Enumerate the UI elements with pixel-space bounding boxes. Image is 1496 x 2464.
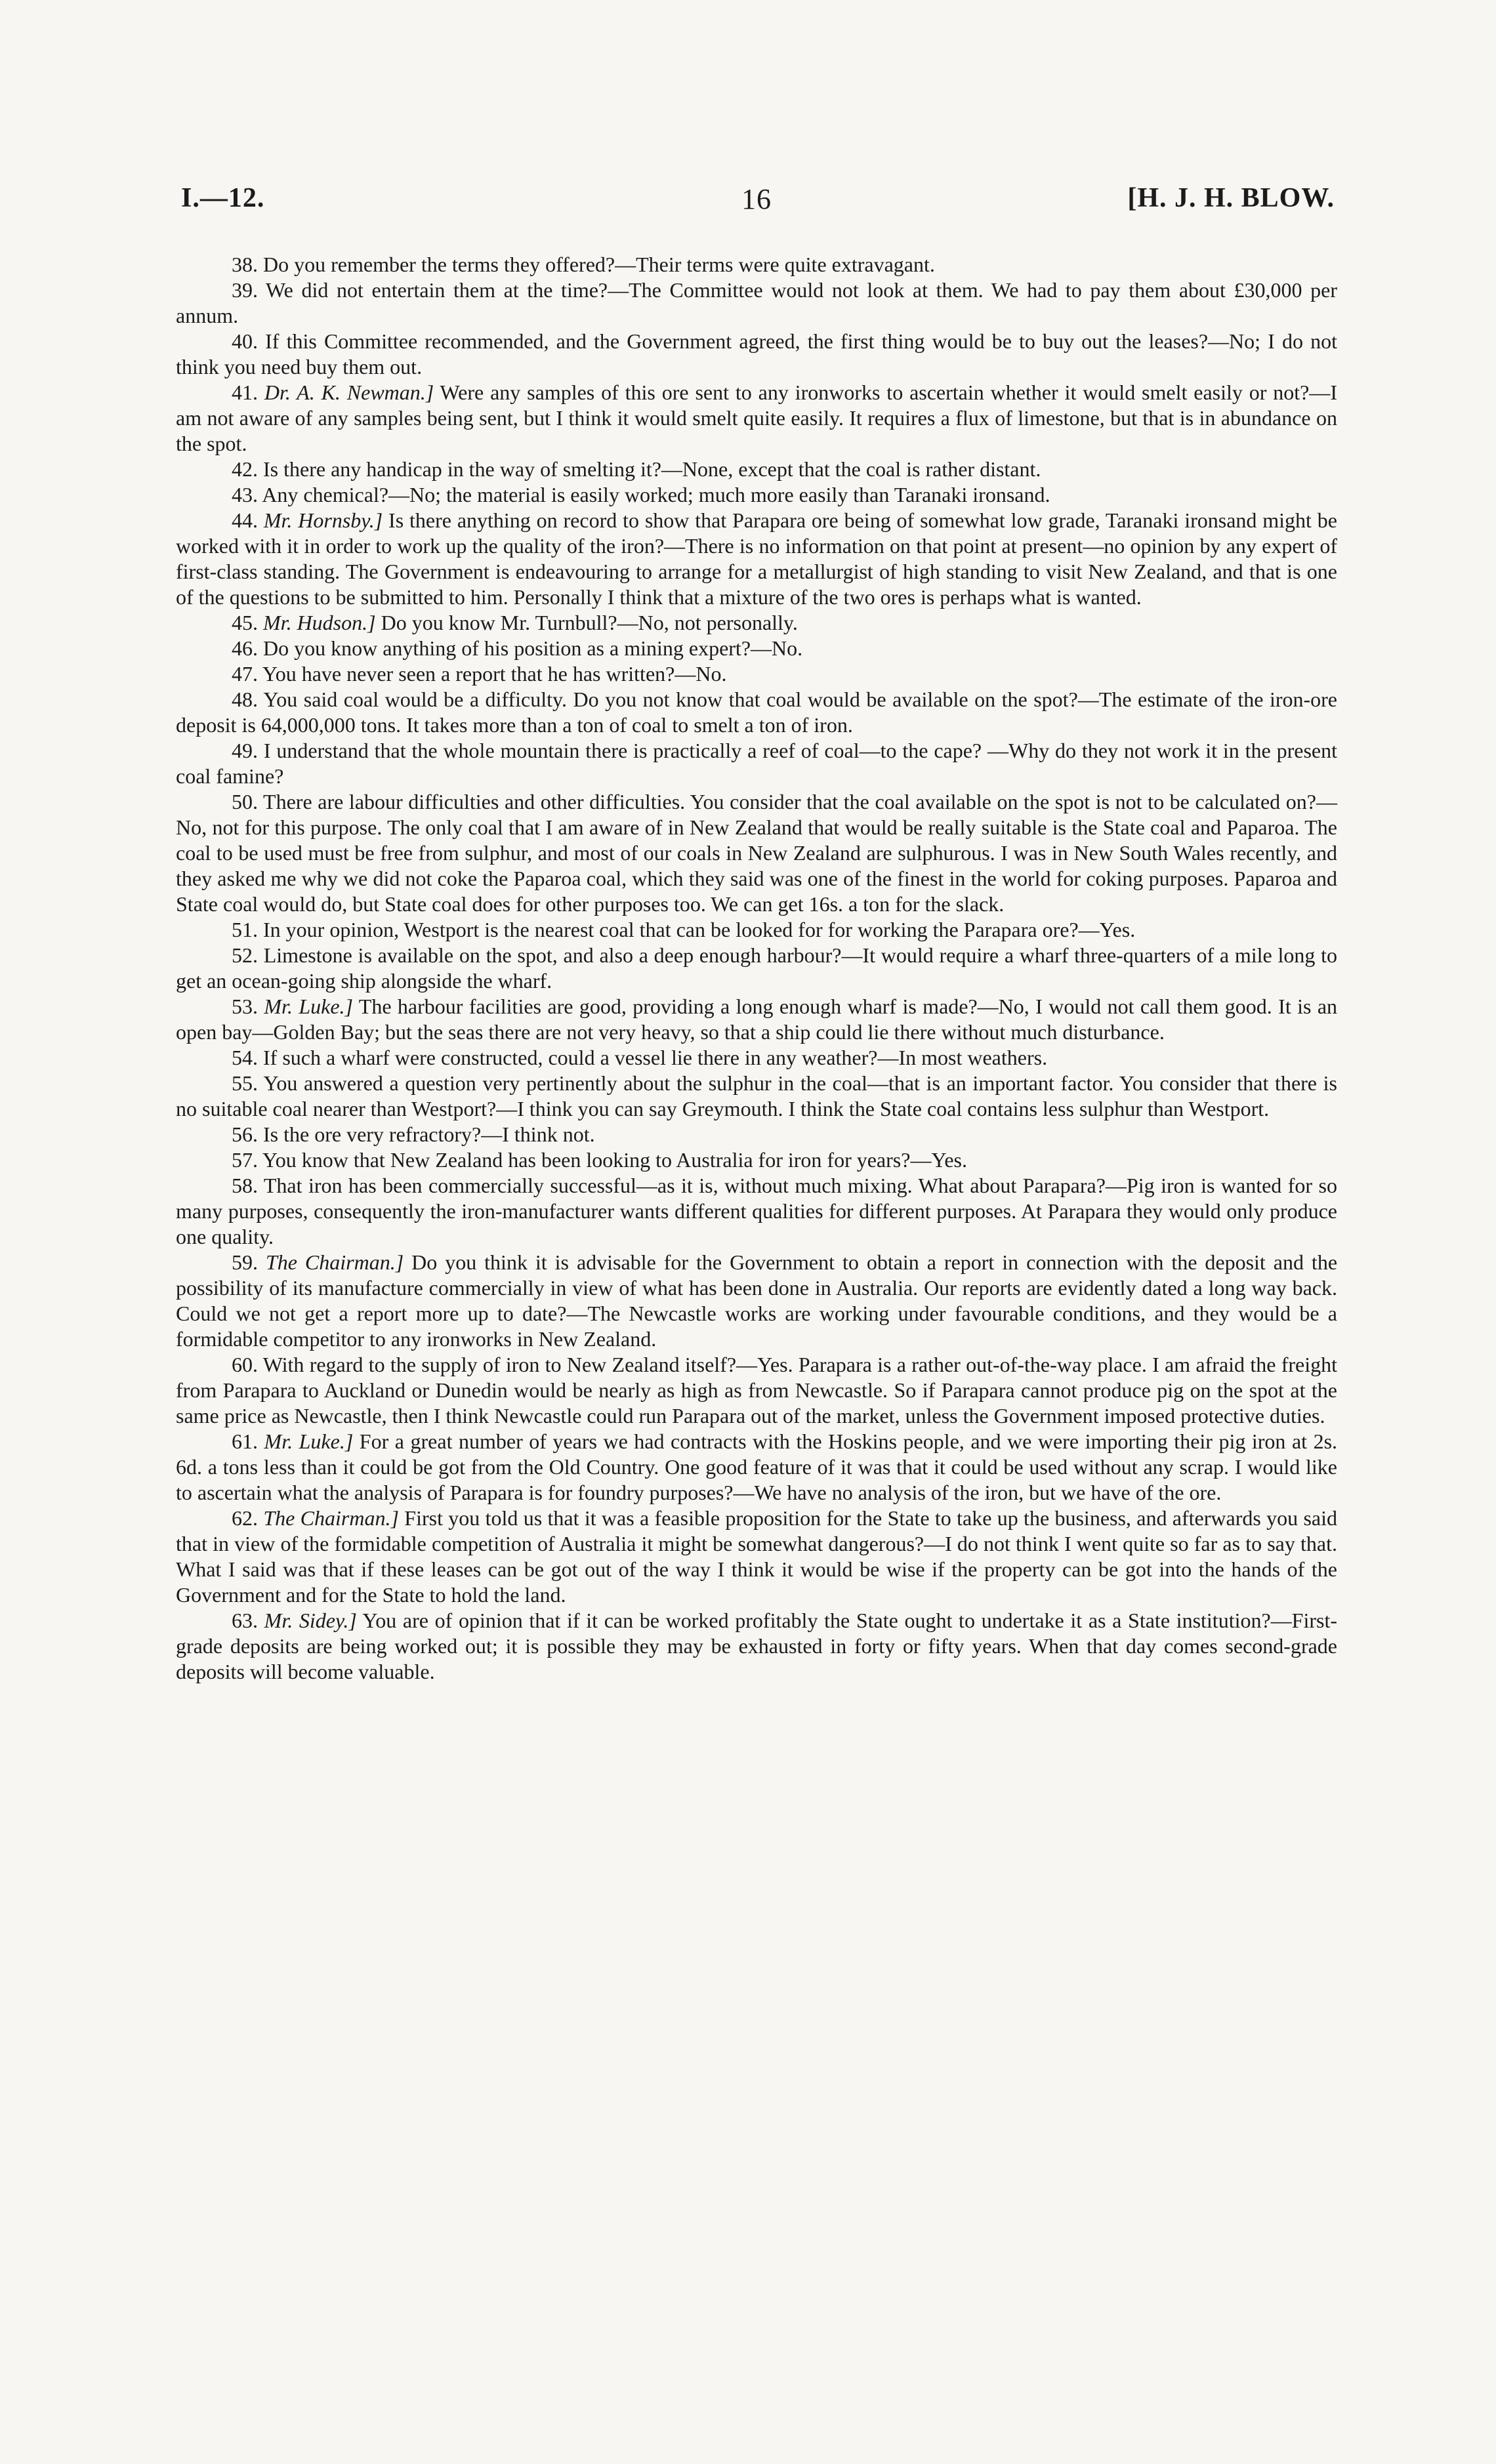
testimony-text: You have never seen a report that he has written?—No. <box>258 662 727 686</box>
testimony-text: Do you know Mr. Turnbull?—No, not personally. <box>375 611 798 634</box>
testimony-text: Is there any handicap in the way of smelting it?—None, except that the coal is rather distant. <box>258 457 1041 481</box>
question-number: 55. <box>232 1071 258 1095</box>
speaker-name: Mr. Luke.] <box>264 995 353 1018</box>
testimony-paragraph <box>176 1250 1337 1352</box>
page-header <box>176 177 1337 223</box>
speaker-name: Dr. A. K. Newman.] <box>264 380 434 404</box>
testimony-text: The harbour facilities are good, providing a long enough wharf is made?—No, I would not call them good. It is an open bay—Golden Bay; but the seas there are not very heavy, so that a ship could lie there without much disturbance. <box>176 995 1338 1044</box>
document-reference: I.—12. <box>181 183 265 213</box>
witness-name: [H. J. H. BLOW. <box>1127 183 1335 213</box>
testimony-text: First you told us that it was a feasible proposition for the State to take up the business, and afterwards you said that in view of the formidable competition of Australia it might be somewhat dangerous?—I do not think I went quite so far as to say that. What I said was that if these leases can be got out of the way I think it would be wise if the property can be got into the hands of the Government and for the State to hold the land. <box>176 1506 1338 1607</box>
testimony-text: Is the ore very refractory?—I think not. <box>258 1122 595 1146</box>
question-number: 39. <box>232 278 258 302</box>
question-number: 50. <box>232 790 258 813</box>
testimony-text: You said coal would be a difficulty. Do you not know that coal would be available on the spot?—The estimate of the iron-ore deposit is 64,000,000 tons. It takes more than a ton of coal to smelt a ton of iron. <box>176 688 1337 737</box>
testimony-paragraph <box>176 687 1337 738</box>
testimony-paragraph <box>176 636 1337 661</box>
speaker-name: Mr. Sidey.] <box>264 1609 357 1632</box>
testimony-paragraph <box>176 329 1337 380</box>
testimony-paragraph <box>176 482 1337 508</box>
testimony-text: Do you think it is advisable for the Government to obtain a report in connection with the deposit and the possibility of its manufacture commercially in view of what has been done in Australia. Our reports are evidently dated a long way back. Could we not get a report more up to date?—The Newcastle works are working under favourable conditions, and they would be a formidable competitor to any ironworks in New Zealand. <box>176 1250 1338 1351</box>
testimony-paragraph <box>176 789 1337 917</box>
testimony-text: Is there anything on record to show that Parapara ore being of somewhat low grade, Taranaki ironsand might be worked with it in order to work up the quality of the iron?—There is no information on that point at present—no opinion by any expert of first-class standing. The Government is endeavouring to arrange for a metallurgist of high standing to visit New Zealand, and that is one of the questions to be submitted to him. Personally I think that a mixture of the two ores is perhaps what is wanted. <box>176 508 1338 609</box>
testimony-text: For a great number of years we had contracts with the Hoskins people, and we were importing their pig iron at 2s. 6d. a tons less than it could be got from the Old Country. One good feature of it was that it could be used without any scrap. I would like to ascertain what the analysis of Parapara is for foundry purposes?—We have no analysis of the iron, but we have of the ore. <box>176 1429 1338 1504</box>
question-number: 62. <box>232 1506 258 1530</box>
question-number: 52. <box>232 943 258 967</box>
testimony-paragraph <box>176 1352 1337 1429</box>
testimony-text: That iron has been commercially successful—as it is, without much mixing. What about Parapara?—Pig iron is wanted for so many purposes, consequently the iron-manufacturer wants different qualities for different purposes. At Parapara they would only produce one quality. <box>176 1174 1337 1248</box>
testimony-text: You know that New Zealand has been looking to Australia for iron for years?—Yes. <box>258 1148 967 1172</box>
speaker-name: Mr. Hudson.] <box>263 611 376 634</box>
testimony-paragraph <box>176 457 1337 482</box>
document-body <box>176 252 1337 1685</box>
document-page <box>176 177 1337 1685</box>
testimony-text: If such a wharf were constructed, could a vessel lie there in any weather?—In most weathers. <box>258 1046 1048 1069</box>
testimony-paragraph <box>176 917 1337 943</box>
speaker-name: Mr. Hornsby.] <box>263 508 383 532</box>
question-number: 44. <box>232 508 258 532</box>
testimony-paragraph <box>176 252 1337 277</box>
testimony-text: We did not entertain them at the time?—The Committee would not look at them. We had to pay them about £30,000 per annum. <box>176 278 1337 327</box>
question-number: 60. <box>232 1353 258 1376</box>
testimony-paragraph <box>176 943 1337 994</box>
testimony-text: I understand that the whole mountain there is practically a reef of coal—to the cape? —Why do they not work it in the present coal famine? <box>176 739 1337 788</box>
testimony-paragraph <box>176 1147 1337 1173</box>
testimony-text: Any chemical?—No; the material is easily worked; much more easily than Taranaki ironsand. <box>258 483 1050 506</box>
question-number: 38. <box>232 253 258 276</box>
testimony-paragraph <box>176 1506 1337 1608</box>
testimony-text: You are of opinion that if it can be worked profitably the State ought to undertake it as a State institution?—First-grade deposits are being worked out; it is possible they may be exhausted in forty or fifty years. When that day comes second-grade deposits will become valuable. <box>176 1609 1338 1683</box>
testimony-text: There are labour difficulties and other difficulties. You consider that the coal available on the spot is not to be calculated on?—No, not for this purpose. The only coal that I am aware of in New Zealand that would be really suitable is the State coal and Paparoa. The coal to be used must be free from sulphur, and most of our coals in New Zealand are sulphurous. I was in New South Wales recently, and they asked me why we did not coke the Paparoa coal, which they said was one of the finest in the world for coking purposes. Paparoa and State coal would do, but State coal does for other purposes too. We can get 16s. a ton for the slack. <box>176 790 1337 916</box>
page-number: 16 <box>741 183 772 215</box>
question-number: 42. <box>232 457 258 481</box>
question-number: 43. <box>232 483 258 506</box>
testimony-paragraph <box>176 1045 1337 1071</box>
testimony-paragraph <box>176 610 1337 636</box>
testimony-text: Do you know anything of his position as a mining expert?—No. <box>258 636 803 660</box>
question-number: 49. <box>232 739 258 762</box>
question-number: 58. <box>232 1174 258 1197</box>
question-number: 56. <box>232 1122 258 1146</box>
testimony-paragraph <box>176 380 1337 457</box>
testimony-paragraph <box>176 738 1337 789</box>
testimony-text: Do you remember the terms they offered?—Their terms were quite extravagant. <box>258 253 935 276</box>
testimony-paragraph <box>176 1608 1337 1685</box>
testimony-text: Limestone is available on the spot, and also a deep enough harbour?—It would require a wharf three-quarters of a mile long to get an ocean-going ship alongside the wharf. <box>176 943 1337 993</box>
testimony-paragraph <box>176 1071 1337 1122</box>
testimony-text: You answered a question very pertinently about the sulphur in the coal—that is an important factor. You consider that there is no suitable coal nearer than Westport?—I think you can say Greymouth. I think the State coal contains less sulphur than Westport. <box>176 1071 1337 1120</box>
testimony-paragraph <box>176 994 1337 1045</box>
question-number: 46. <box>232 636 258 660</box>
speaker-name: The Chairman.] <box>263 1506 399 1530</box>
question-number: 48. <box>232 688 258 711</box>
testimony-text: With regard to the supply of iron to New Zealand itself?—Yes. Parapara is a rather out-of-the-way place. I am afraid the freight from Parapara to Auckland or Dunedin would be nearly as high as from Newcastle. So if Parapara cannot produce pig on the spot at the same price as Newcastle, then I think Newcastle could run Parapara out of the market, unless the Government imposed protective duties. <box>176 1353 1337 1427</box>
testimony-paragraph <box>176 661 1337 687</box>
question-number: 61. <box>232 1429 258 1453</box>
question-number: 59. <box>232 1250 258 1274</box>
testimony-paragraph <box>176 1122 1337 1147</box>
testimony-text: If this Committee recommended, and the Government agreed, the first thing would be to buy out the leases?—No; I do not think you need buy them out. <box>176 329 1337 379</box>
testimony-paragraph <box>176 508 1337 610</box>
question-number: 40. <box>232 329 258 353</box>
testimony-paragraph <box>176 1429 1337 1506</box>
testimony-text: Were any samples of this ore sent to any ironworks to ascertain whether it would smelt easily or not?—I am not aware of any samples being sent, but I think it would smelt quite easily. It requires a flux of limestone, but that is in abundance on the spot. <box>176 380 1338 455</box>
question-number: 57. <box>232 1148 258 1172</box>
testimony-text: In your opinion, Westport is the nearest coal that can be looked for for working the Parapara ore?—Yes. <box>258 918 1136 941</box>
speaker-name: Mr. Luke.] <box>264 1429 354 1453</box>
testimony-paragraph <box>176 1173 1337 1250</box>
speaker-name: The Chairman.] <box>265 1250 404 1274</box>
question-number: 63. <box>232 1609 258 1632</box>
question-number: 45. <box>232 611 258 634</box>
question-number: 41. <box>232 380 258 404</box>
question-number: 51. <box>232 918 258 941</box>
testimony-paragraph <box>176 277 1337 329</box>
question-number: 47. <box>232 662 258 686</box>
question-number: 54. <box>232 1046 258 1069</box>
question-number: 53. <box>232 995 258 1018</box>
